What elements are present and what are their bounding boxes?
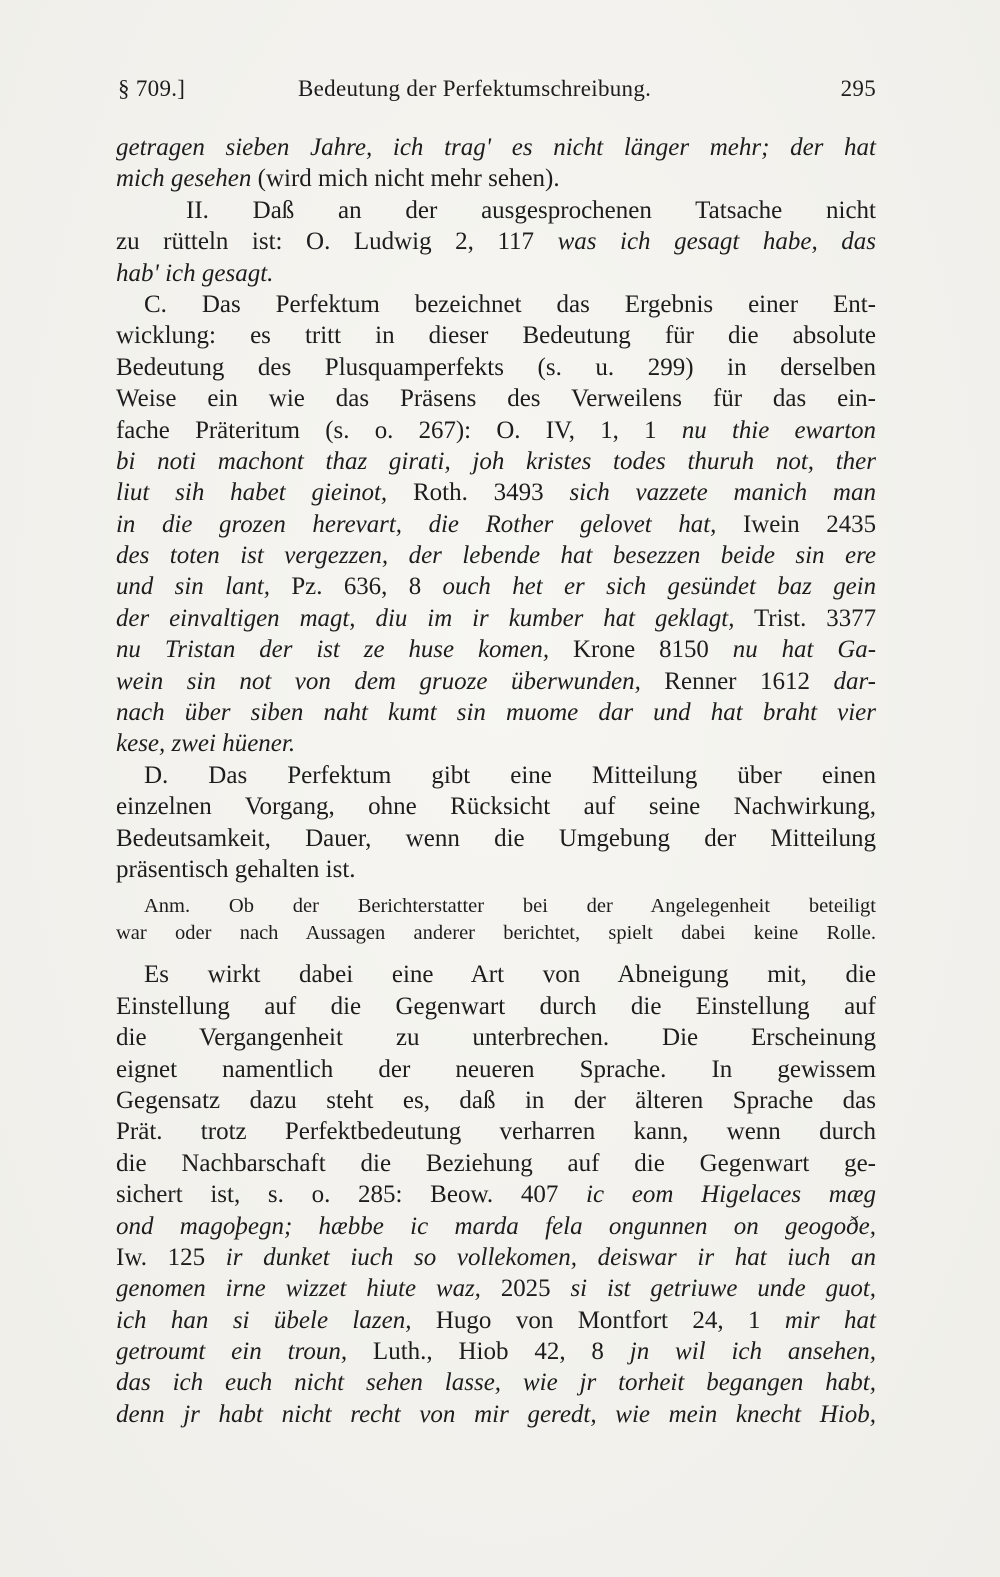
text-span: sichert ist, s. o. 285: Beow. 407 bbox=[116, 1181, 587, 1209]
italic-quote: des toten ist vergezzen, der lebende hat besezzen beide sin ere bbox=[116, 542, 876, 570]
italic-quote: getroumt ein troun, bbox=[116, 1338, 348, 1366]
page-number: 295 bbox=[840, 76, 876, 101]
text-line bbox=[116, 289, 876, 320]
text-span: D. Das Perfektum gibt eine Mitteilung über einen bbox=[144, 761, 876, 789]
text-span: Anm. Ob der Berichterstatter bei der Angelegenheit beteiligt bbox=[144, 895, 876, 918]
text-span: die Vergangenheit zu unterbrechen. Die Erscheinung bbox=[116, 1024, 876, 1052]
italic-quote: sich vazzete manich man bbox=[569, 479, 876, 507]
text-span: Krone 8150 bbox=[549, 636, 733, 664]
text-span: Hugo von Montfort 24, 1 bbox=[411, 1306, 785, 1334]
text-line bbox=[116, 1211, 876, 1242]
text-line bbox=[116, 415, 876, 446]
text-line bbox=[116, 1085, 876, 1116]
text-span: Bedeutung des Plusquamperfekts (s. u. 299) in derselben bbox=[116, 353, 876, 381]
italic-quote: nach über siben naht kumt sin muome dar und hat braht vier bbox=[116, 699, 876, 727]
italic-quote: der hat bbox=[790, 134, 876, 161]
text-line bbox=[116, 991, 876, 1022]
section-reference: § 709.] bbox=[118, 76, 186, 101]
text-line bbox=[116, 959, 876, 990]
text-line bbox=[116, 352, 876, 383]
italic-quote: ir dunket iuch so vollekomen, deiswar ir hat iuch an bbox=[225, 1243, 876, 1271]
italic-quote: das ich euch nicht sehen lasse, wie jr torheit begangen habt, bbox=[116, 1369, 876, 1397]
italic-quote: ouch het er sich gesündet baz gein bbox=[442, 573, 876, 601]
text-line bbox=[116, 509, 876, 540]
italic-quote: nu thie ewarton bbox=[681, 416, 876, 444]
italic-quote: was ich gesagt habe, das bbox=[557, 228, 876, 256]
text-span: Trist. 3377 bbox=[734, 604, 876, 632]
text-line bbox=[116, 163, 876, 194]
running-header bbox=[118, 76, 876, 106]
text-span: II. Daß an der ausgesprochenen Tatsache nicht bbox=[186, 196, 876, 224]
text-line bbox=[116, 477, 876, 508]
text-line bbox=[116, 666, 876, 697]
text-line bbox=[116, 258, 876, 289]
italic-quote: ond magoþegn; hæbbe ic marda fela ongunnen on geogoðe, bbox=[116, 1212, 876, 1240]
text-span: Gegensatz dazu steht es, daß in der älteren Sprache das bbox=[116, 1086, 876, 1114]
italic-quote: denn jr habt nicht recht von mir geredt, wie mein knecht Hiob, bbox=[116, 1400, 876, 1428]
text-span: (wird mich nicht mehr sehen). bbox=[251, 165, 560, 193]
italic-quote: si ist getriuwe unde guot, bbox=[570, 1275, 876, 1303]
text-span: präsentisch gehalten ist. bbox=[116, 855, 356, 883]
text-line bbox=[116, 1367, 876, 1398]
text-line bbox=[116, 540, 876, 571]
italic-quote: und sin lant, bbox=[116, 573, 270, 601]
text-span: Weise ein wie das Präsens des Verweilens für das ein- bbox=[116, 385, 876, 413]
text-line bbox=[116, 226, 876, 257]
text-line bbox=[116, 1116, 876, 1147]
text-line bbox=[116, 571, 876, 602]
text-span: Renner 1612 bbox=[640, 667, 834, 695]
text-span: war oder nach Aussagen anderer berichtet, spielt dabei keine Rolle. bbox=[116, 922, 876, 945]
italic-quote: dar- bbox=[833, 667, 876, 695]
text-span: wicklung: es tritt in dieser Bedeutung für die absolute bbox=[116, 322, 876, 350]
note-line bbox=[116, 920, 876, 947]
text-span: Bedeutsamkeit, Dauer, wenn die Umgebung der Mitteilung bbox=[116, 824, 876, 852]
italic-quote: getragen sieben Jahre, ich trag' es nicht länger mehr; bbox=[116, 134, 770, 161]
italic-quote: wein sin not von dem gruoze überwunden, bbox=[116, 667, 641, 695]
body-text bbox=[116, 132, 876, 1430]
text-line bbox=[116, 446, 876, 477]
italic-quote: mich gesehen bbox=[116, 165, 252, 193]
text-line bbox=[116, 1179, 876, 1210]
text-line bbox=[116, 1399, 876, 1430]
text-span bbox=[769, 134, 790, 161]
text-line bbox=[116, 320, 876, 351]
text-line bbox=[116, 132, 876, 163]
italic-quote: kese, zwei hüener. bbox=[116, 730, 296, 758]
italic-quote: der einvaltigen magt, diu im ir kumber hat geklagt, bbox=[116, 604, 735, 632]
text-line bbox=[116, 634, 876, 665]
text-span: fache Präteritum (s. o. 267): O. IV, 1, 1 bbox=[116, 416, 682, 444]
text-span: Einstellung auf die Gegenwart durch die Einstellung auf bbox=[116, 992, 876, 1020]
italic-quote: hab' ich gesagt. bbox=[116, 259, 274, 287]
text-span: einzelnen Vorgang, ohne Rücksicht auf seine Nachwirkung, bbox=[116, 793, 876, 821]
text-line bbox=[116, 760, 876, 791]
text-line bbox=[116, 1305, 876, 1336]
text-line bbox=[116, 383, 876, 414]
italic-quote: in die grozen herevart, die Rother gelovet hat, bbox=[116, 510, 717, 538]
italic-quote: ich han si übele lazen, bbox=[116, 1306, 412, 1334]
italic-quote: nu Tristan der ist ze huse komen, bbox=[116, 636, 550, 664]
text-line bbox=[116, 1022, 876, 1053]
text-span: eignet namentlich der neueren Sprache. In gewissem bbox=[116, 1055, 876, 1083]
text-span: Iw. 125 bbox=[116, 1243, 226, 1271]
text-line bbox=[116, 791, 876, 822]
text-span: zu rütteln ist: O. Ludwig 2, 117 bbox=[116, 228, 558, 256]
text-span: Iwein 2435 bbox=[716, 510, 876, 538]
text-line bbox=[116, 854, 876, 885]
running-title: Bedeutung der Perfektumschreibung. bbox=[298, 76, 652, 101]
italic-quote: genomen irne wizzet hiute waz, bbox=[116, 1275, 481, 1303]
italic-quote: jn wil ich ansehen, bbox=[629, 1338, 876, 1366]
text-span: Roth. 3493 bbox=[387, 479, 570, 507]
text-line bbox=[116, 195, 876, 226]
text-span: 2025 bbox=[480, 1275, 571, 1303]
italic-quote: mir hat bbox=[784, 1306, 876, 1334]
text-line bbox=[116, 823, 876, 854]
italic-quote: ic eom Higelaces mæg bbox=[586, 1181, 876, 1209]
text-span: Luth., Hiob 42, 8 bbox=[347, 1338, 630, 1366]
text-span: Prät. trotz Perfektbedeutung verharren kann, wenn durch bbox=[116, 1118, 876, 1146]
text-line bbox=[116, 1054, 876, 1085]
text-line bbox=[116, 728, 876, 759]
italic-quote: nu hat Ga- bbox=[732, 636, 876, 664]
text-span: die Nachbarschaft die Beziehung auf die Gegenwart ge- bbox=[116, 1149, 876, 1177]
italic-quote: liut sih habet gieinot, bbox=[116, 479, 388, 507]
text-line bbox=[116, 1273, 876, 1304]
note-line bbox=[116, 893, 876, 920]
text-span: C. Das Perfektum bezeichnet das Ergebnis einer Ent- bbox=[144, 290, 876, 318]
text-line bbox=[116, 1242, 876, 1273]
text-line bbox=[116, 1148, 876, 1179]
text-span: Es wirkt dabei eine Art von Abneigung mit, die bbox=[144, 961, 876, 989]
text-line bbox=[116, 1336, 876, 1367]
text-line bbox=[116, 603, 876, 634]
text-line bbox=[116, 697, 876, 728]
text-span: Pz. 636, 8 bbox=[269, 573, 443, 601]
italic-quote: bi noti machont thaz girati, joh kristes todes thuruh not, ther bbox=[116, 447, 876, 475]
